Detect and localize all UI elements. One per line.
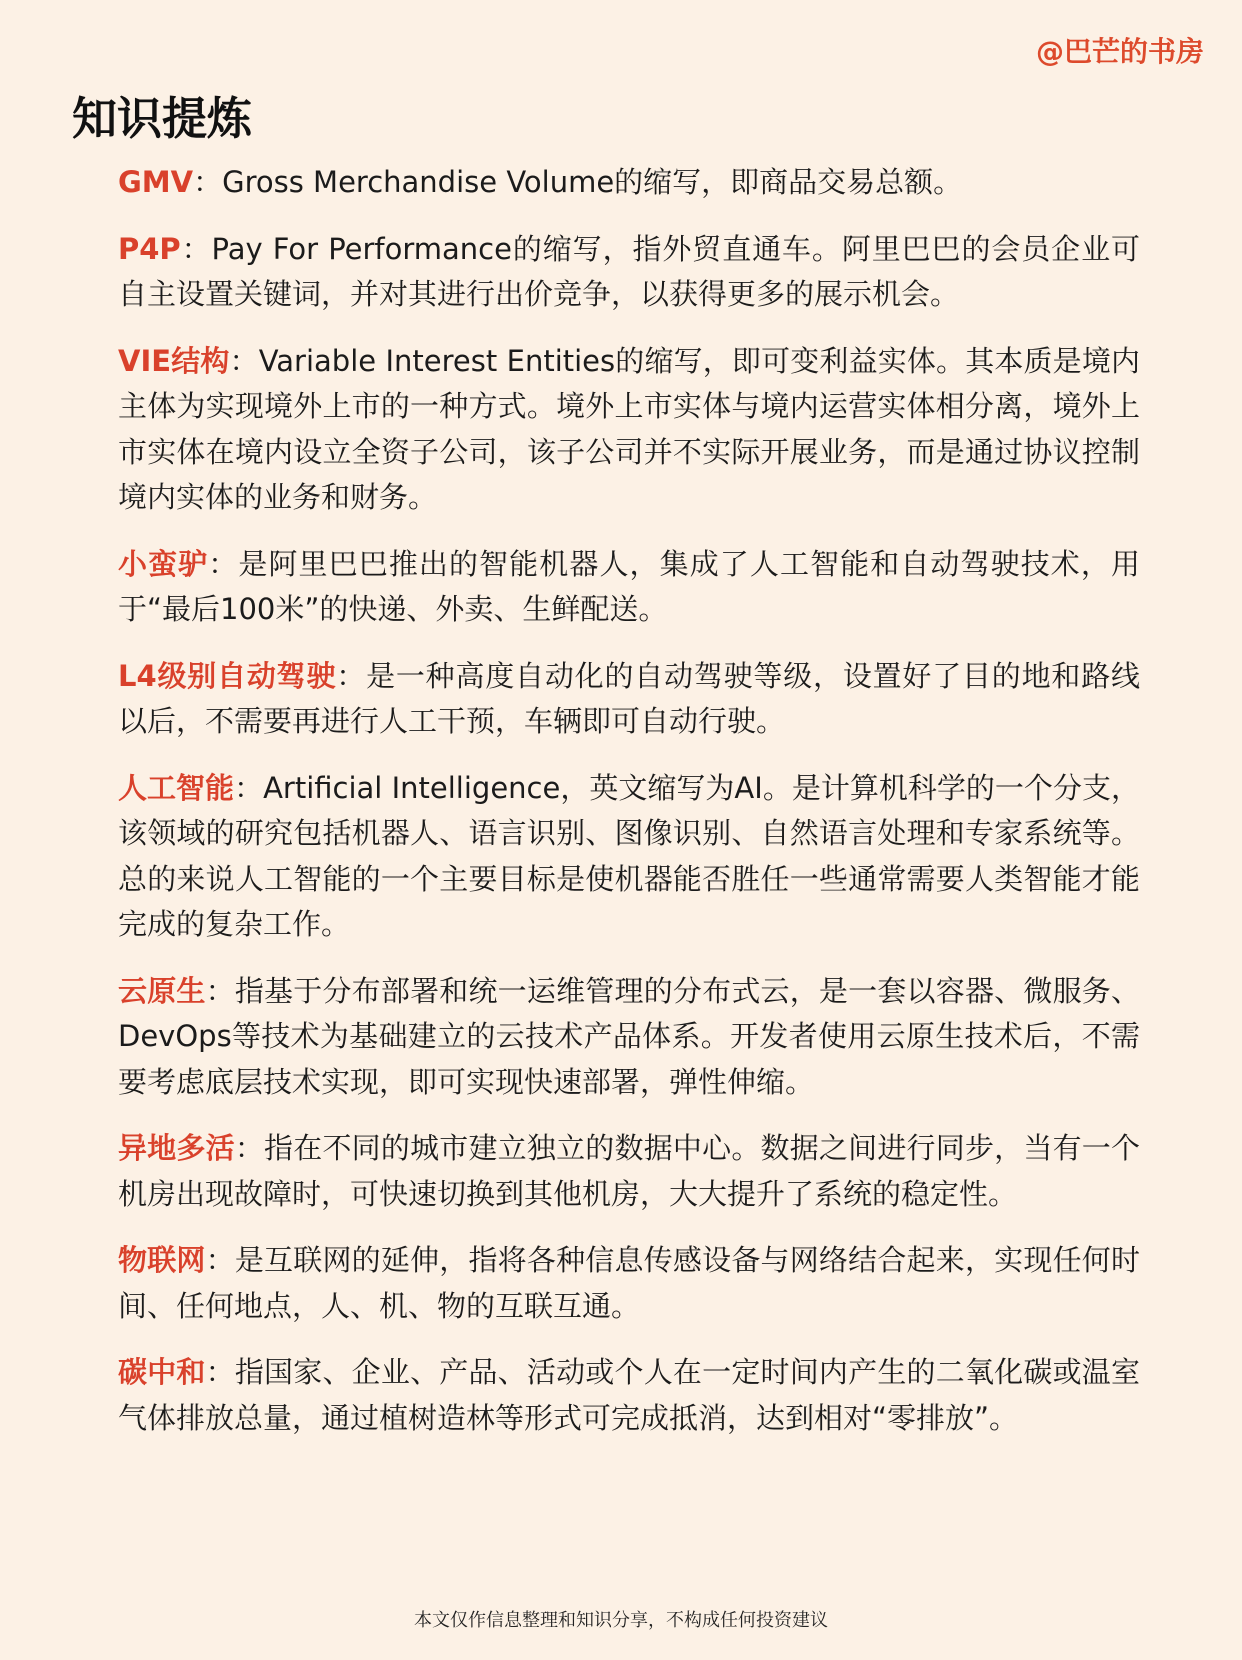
glossary-term: 异地多活 — [118, 1131, 235, 1165]
term-colon: ： — [205, 973, 235, 1008]
glossary-term: VIE结构 — [118, 343, 230, 378]
glossary-list — [118, 160, 1140, 1462]
author-watermark: @巴芒的书房 — [1035, 35, 1204, 68]
disclaimer: 本文仅作信息整理和知识分享，不构成任何投资建议 — [414, 1610, 828, 1631]
glossary-term: L4级别自动驾驶 — [118, 658, 337, 693]
glossary-definition: Variable Interest Entities的缩写，即可变利益实体。其本质是境内主体为实现境外上市的一种方式。境外上市实体与境内运营实体相分离，境外上市实体在境内设立全资子公司，该子公司并不实际开展业务，而是通过协议控制境内实体的业务和财务。 — [118, 343, 1140, 514]
glossary-term: 云原生 — [118, 973, 206, 1008]
term-colon: ： — [205, 1355, 235, 1389]
glossary-definition: 指基于分布部署和统一运维管理的分布式云，是一套以容器、微服务、DevOps等技术为基础建立的云技术产品体系。开发者使用云原生技术后，不需要考虑底层技术实现，即可实现快速部署，弹性伸缩。 — [118, 973, 1140, 1099]
term-colon: ： — [205, 1243, 235, 1277]
term-colon: ： — [234, 770, 264, 805]
glossary-term: P4P — [118, 231, 181, 266]
glossary-entry — [118, 969, 1140, 1106]
term-colon: ： — [208, 546, 239, 581]
glossary-term: GMV — [118, 165, 194, 199]
glossary-entry — [118, 1350, 1140, 1441]
glossary-entry — [118, 1238, 1140, 1329]
page-title: 知识提炼 — [72, 92, 253, 145]
term-colon: ： — [229, 343, 259, 378]
glossary-definition: Artificial Intelligence，英文缩写为AI。是计算机科学的一个分支，该领域的研究包括机器人、语言识别、图像识别、自然语言处理和专家系统等。总的来说人工智能的一个主要目标是使机器能否胜任一些通常需要人类智能才能完成的复杂工作。 — [118, 770, 1140, 941]
glossary-definition: 指国家、企业、产品、活动或个人在一定时间内产生的二氧化碳或温室气体排放总量，通过植树造林等形式可完成抵消，达到相对“零排放”。 — [118, 1355, 1140, 1435]
term-colon: ： — [193, 165, 223, 199]
glossary-definition: 是阿里巴巴推出的智能机器人，集成了人工智能和自动驾驶技术，用于“最后100米”的快递、外卖、生鲜配送。 — [118, 546, 1140, 626]
glossary-term: 小蛮驴 — [118, 546, 209, 581]
glossary-term: 物联网 — [118, 1243, 206, 1277]
glossary-entry — [118, 542, 1140, 633]
glossary-term: 碳中和 — [118, 1355, 206, 1389]
glossary-entry — [118, 1126, 1140, 1217]
glossary-entry — [118, 339, 1140, 521]
glossary-entry — [118, 654, 1140, 745]
glossary-entry — [118, 160, 1140, 206]
glossary-definition: 指在不同的城市建立独立的数据中心。数据之间进行同步，当有一个机房出现故障时，可快速切换到其他机房，大大提升了系统的稳定性。 — [118, 1131, 1140, 1211]
term-colon: ： — [180, 231, 212, 266]
glossary-definition: 是互联网的延伸，指将各种信息传感设备与网络结合起来，实现任何时间、任何地点，人、机、物的互联互通。 — [118, 1243, 1140, 1323]
glossary-definition: Gross Merchandise Volume的缩写，即商品交易总额。 — [222, 165, 963, 199]
glossary-term: 人工智能 — [118, 770, 235, 805]
term-colon: ： — [336, 658, 367, 693]
term-colon: ： — [234, 1131, 265, 1165]
glossary-definition: Pay For Performance的缩写，指外贸直通车。阿里巴巴的会员企业可自主设置关键词，并对其进行出价竞争，以获得更多的展示机会。 — [118, 231, 1140, 311]
glossary-definition: 是一种高度自动化的自动驾驶等级，设置好了目的地和路线以后，不需要再进行人工干预，车辆即可自动行驶。 — [118, 658, 1140, 738]
glossary-entry — [118, 227, 1140, 318]
glossary-entry — [118, 766, 1140, 948]
